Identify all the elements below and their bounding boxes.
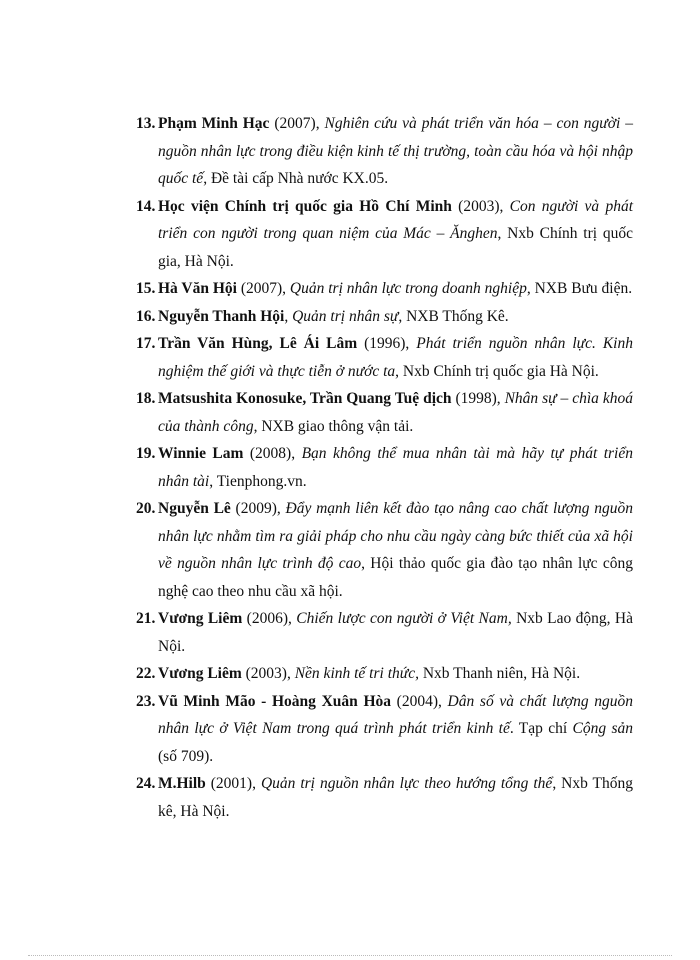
reference-title: Bạn không thể mua nhân tài mà hãy tự phát triển nhân tài: [158, 445, 633, 490]
reference-item: [136, 495, 633, 605]
reference-author: Vương Liêm: [158, 610, 243, 627]
reference-year: (2009),: [230, 500, 286, 517]
reference-item: [136, 605, 633, 660]
reference-author: Nguyễn Thanh Hội: [158, 307, 285, 325]
reference-author: Vũ Minh Mão - Hoàng Xuân Hòa: [158, 692, 391, 710]
reference-list: [136, 110, 633, 825]
reference-publisher: , Nxb Thống kê, Hà Nội.: [158, 775, 634, 820]
reference-publisher: . Tạp chí: [509, 720, 573, 737]
reference-title: Quản trị nhân lực trong doanh nghiệp: [289, 280, 527, 297]
reference-author: Matsushita Konosuke, Trần Quang Tuệ dịch: [158, 390, 452, 407]
reference-number: 16.: [136, 307, 156, 325]
reference-year: (2004),: [391, 692, 448, 710]
reference-publisher: Nxb Thanh niên, Hà Nội.: [418, 665, 581, 682]
reference-publisher: , NXB giao thông vận tải.: [253, 417, 414, 435]
reference-number: 24.: [136, 775, 156, 792]
reference-author: M.Hilb: [158, 775, 206, 792]
reference-author: Nguyễn Lê: [158, 500, 231, 517]
reference-year: (2008),: [243, 445, 302, 462]
reference-author: Hà Văn Hội: [158, 280, 237, 297]
reference-number: 14.: [136, 197, 156, 215]
reference-item: [136, 330, 633, 385]
reference-title: Quản trị nguồn nhân lực theo hướng tổng thể: [260, 775, 553, 792]
reference-year: (1996),: [357, 335, 417, 352]
reference-item: [136, 770, 633, 825]
reference-number: 23.: [136, 692, 156, 710]
reference-author: Trần Văn Hùng, Lê Ái Lâm: [158, 335, 358, 352]
reference-publisher: , Tienphong.vn.: [209, 472, 307, 490]
reference-title: Nền kinh tế tri thức,: [294, 665, 419, 682]
reference-year: (2003),: [241, 665, 295, 682]
reference-item: [136, 660, 633, 688]
reference-number: 18.: [136, 390, 156, 407]
reference-number: 13.: [136, 115, 156, 132]
reference-number: 17.: [136, 335, 156, 352]
reference-title: Đẩy mạnh liên kết đào tạo nâng cao chất lượng nguồn nhân lực nhằm tìm ra giải pháp cho nhu cầu ngày càng bức thiết của xã hội về nguồn nhân lực trình độ cao: [158, 500, 633, 572]
reference-publisher: Nxb Lao động, Hà Nội.: [158, 610, 634, 655]
reference-issue: (số 709).: [158, 747, 214, 765]
reference-publisher: , Hội thảo quốc gia đào tạo nhân lực công nghệ cao theo nhu cầu xã hội.: [158, 555, 633, 600]
reference-number: 22.: [136, 665, 156, 682]
reference-year: (2007),: [236, 280, 290, 297]
page-bottom-divider: [28, 955, 672, 956]
reference-number: 19.: [136, 445, 156, 462]
reference-title: Nhân sự – chìa khoá của thành công: [158, 390, 634, 435]
reference-number: 15.: [136, 280, 156, 297]
reference-publisher: , Đề tài cấp Nhà nước KX.05.: [203, 170, 389, 187]
reference-item: [136, 303, 633, 331]
reference-publisher: , Nxb Chính trị quốc gia, Hà Nội.: [158, 225, 633, 270]
reference-item: [136, 688, 633, 771]
reference-item: [136, 275, 633, 303]
reference-title: Chiến lược con người ở Việt Nam,: [296, 610, 512, 627]
reference-item: [136, 440, 633, 495]
reference-author: Phạm Minh Hạc: [158, 115, 270, 132]
reference-item: [136, 110, 633, 193]
reference-number: 20.: [136, 500, 156, 517]
reference-title: Phát triển nguồn nhân lực. Kinh nghiệm thế giới và thực tiễn ở nước ta: [158, 335, 633, 380]
reference-title: Nghiên cứu và phát triển văn hóa – con người – nguồn nhân lực trong điều kiện kinh tế thị trường, toàn cầu hóa và hội nhập quốc tế: [158, 115, 633, 187]
reference-year: ,: [284, 307, 293, 325]
reference-author: Winnie Lam: [158, 445, 244, 462]
reference-journal: Cộng sản: [572, 720, 633, 737]
reference-year: (1998),: [451, 390, 505, 407]
reference-publisher: , NXB Thống Kê.: [398, 307, 509, 325]
reference-year: (2003),: [451, 197, 510, 215]
reference-author: Học viện Chính trị quốc gia Hồ Chí Minh: [158, 197, 452, 215]
reference-item: [136, 385, 633, 440]
reference-title: Dân số và chất lượng nguồn nhân lực ở Việt Nam trong quá trình phát triển kinh tế: [158, 692, 633, 737]
reference-item: [136, 193, 633, 276]
reference-year: (2001),: [205, 775, 261, 792]
reference-publisher: , Nxb Chính trị quốc gia Hà Nội.: [395, 362, 599, 380]
reference-title: Quản trị nhân sự: [292, 307, 399, 325]
reference-number: 21.: [136, 610, 156, 627]
reference-publisher: , NXB Bưu điện.: [526, 280, 633, 297]
reference-title: Con người và phát triển con người trong quan niệm của Mác – Ănghen: [158, 197, 634, 242]
reference-year: (2006),: [242, 610, 297, 627]
reference-author: Vương Liêm: [158, 665, 242, 682]
reference-year: (2007),: [269, 115, 325, 132]
